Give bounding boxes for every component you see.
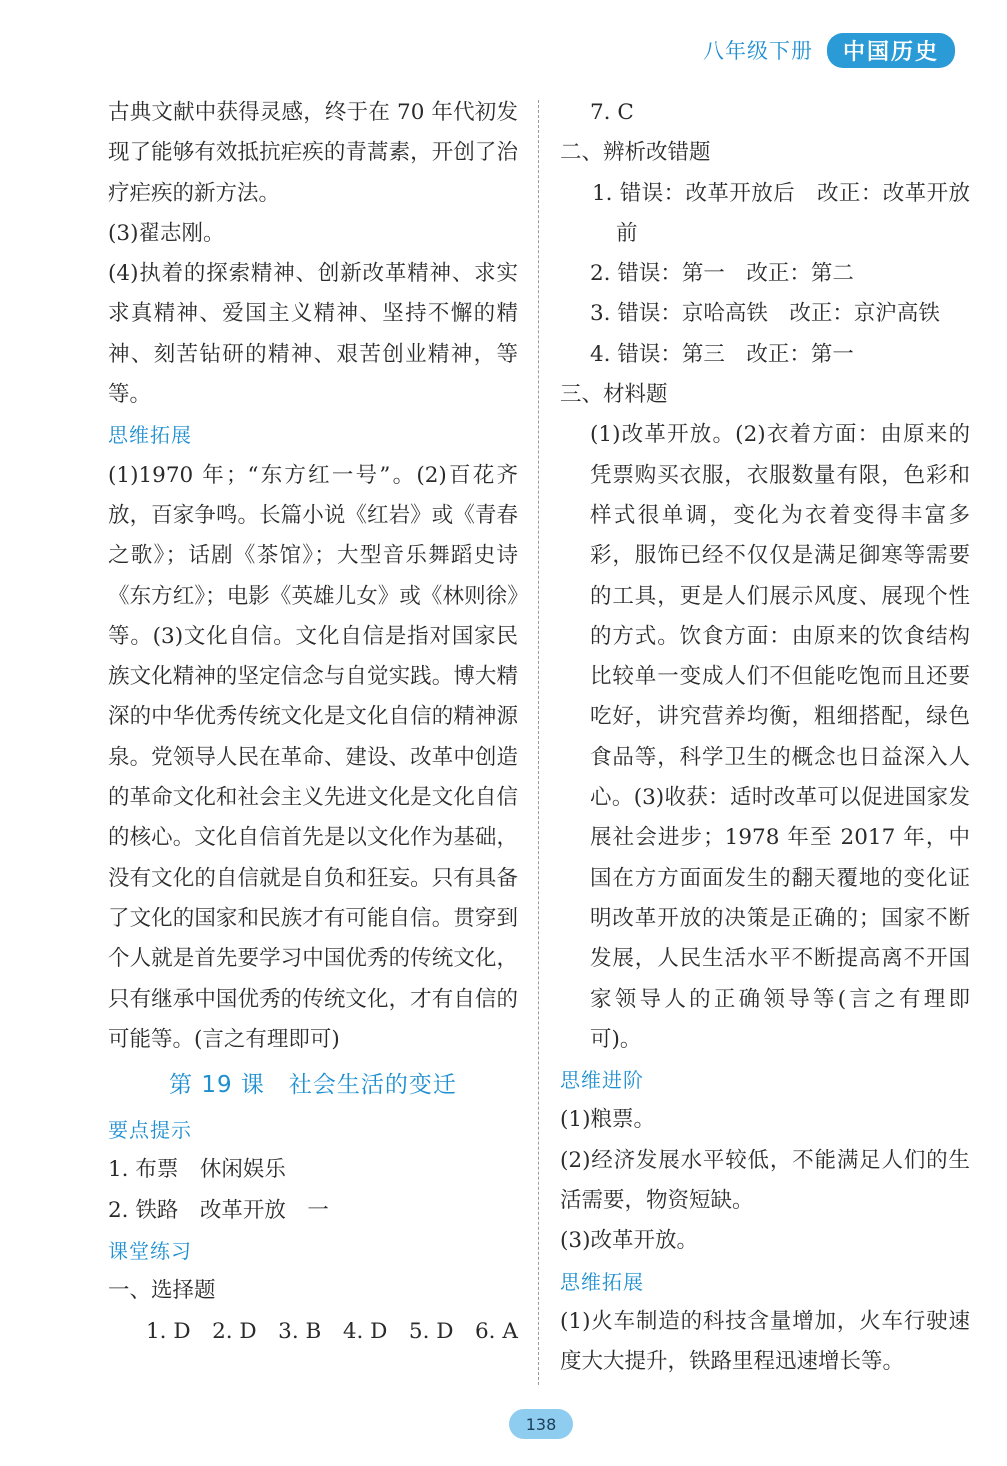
section-heading-thinking-expansion-2: 思维拓展 [560, 1269, 644, 1294]
subject-badge: 中国历史 [827, 33, 955, 68]
question-type-material: 三、材料题 [560, 382, 668, 408]
advanced-answer-3: (3)改革开放。 [560, 1228, 698, 1254]
section-heading-key-points: 要点提示 [108, 1118, 192, 1143]
choice-answers: 1. D 2. D 3. B 4. D 5. D 6. A [146, 1318, 518, 1344]
left-column [108, 93, 518, 1352]
paragraph-continued: 古典文献中获得灵感，终于在 70 年代初发现了能够有效抵抗疟疾的青蒿素，开创了治疗疟疾的新方法。 [108, 100, 518, 206]
advanced-answer-1: (1)粮票。 [560, 1107, 655, 1133]
page-header [703, 34, 955, 66]
section-heading-thinking-advanced: 思维进阶 [560, 1068, 644, 1093]
correction-4: 4. 错误：第三 改正：第一 [590, 341, 854, 367]
question-type-correction: 二、辨析改错题 [560, 140, 711, 166]
correction-3: 3. 错误：京哈高铁 改正：京沪高铁 [590, 301, 940, 327]
choice-answer-7: 7. C [590, 100, 634, 125]
correction-1: 1. 错误：改革开放后 改正：改革开放前 [592, 180, 970, 246]
expansion-answer-1: (1)火车制造的科技含量增加，火车行驶速度大大提升，铁路里程迅速增长等。 [560, 1308, 970, 1375]
advanced-answer-2: (2)经济发展水平较低，不能满足人们的生活需要，物资短缺。 [560, 1147, 970, 1214]
section-heading-thinking-expansion: 思维拓展 [108, 423, 192, 448]
correction-2: 2. 错误：第一 改正：第二 [590, 261, 854, 287]
key-point-2: 2. 铁路 改革开放 一 [108, 1197, 329, 1223]
question-type-choice: 一、选择题 [108, 1278, 216, 1304]
right-column [560, 93, 970, 1383]
grade-label: 八年级下册 [702, 39, 813, 63]
section-heading-class-exercise: 课堂练习 [108, 1239, 192, 1264]
answer-4: (4)执着的探索精神、创新改革精神、求实求真精神、爱国主义精神、坚持不懈的精神、刻苦钻研的精神、艰苦创业精神，等等。 [108, 261, 518, 408]
key-point-1: 1. 布票 休闲娱乐 [108, 1157, 286, 1183]
thinking-expansion-answer: (1)1970 年；“东方红一号”。(2)百花齐放，百家争鸣。长篇小说《红岩》或《青春之歌》；话剧《茶馆》；大型音乐舞蹈史诗《东方红》；电影《英雄儿女》或《林则徐》等。(3)文化自信。文化自信是指对国家民族文化精神的坚定信念与自觉实践。博大精深的中华优秀传统文化是文化自信的精神源泉。党领导人民在革命、建设、改革中创造的革命文化和社会主义先进文化是文化自信的核心。文化自信首先是以文化作为基础，没有文化的自信就是自负和狂妄。只有具备了文化的国家和民族才有可能自信。贯穿到个人就是首先要学习中国优秀的传统文化，只有继承中国优秀的传统文化，才有自信的可能等。(言之有理即可) [108, 462, 518, 1052]
material-answer: (1)改革开放。(2)衣着方面：由原来的凭票购买衣服，衣服数量有限，色彩和样式很单调，变化为衣着变得丰富多彩，服饰已经不仅仅是满足御寒等需要的工具，更是人们展示风度、展现个性的方式。饮食方面：由原来的饮食结构比较单一变成人们不但能吃饱而且还要吃好，讲究营养均衡，粗细搭配，绿色食品等，科学卫生的概念也日益深入人心。(3)收获：适时改革可以促进国家发展社会进步；1978 年至 2017 年，中国在方方面面发生的翻天覆地的变化证明改革开放的决策是正确的；国家不断发展，人民生活水平不断提高离不开国家领导人的正确领导等(言之有理即可)。 [590, 422, 970, 1052]
column-divider [538, 100, 539, 1385]
answer-3: (3)翟志刚。 [108, 220, 225, 246]
page-number: 138 [509, 1409, 573, 1439]
lesson-title: 第 19 课 社会生活的变迁 [169, 1072, 457, 1099]
